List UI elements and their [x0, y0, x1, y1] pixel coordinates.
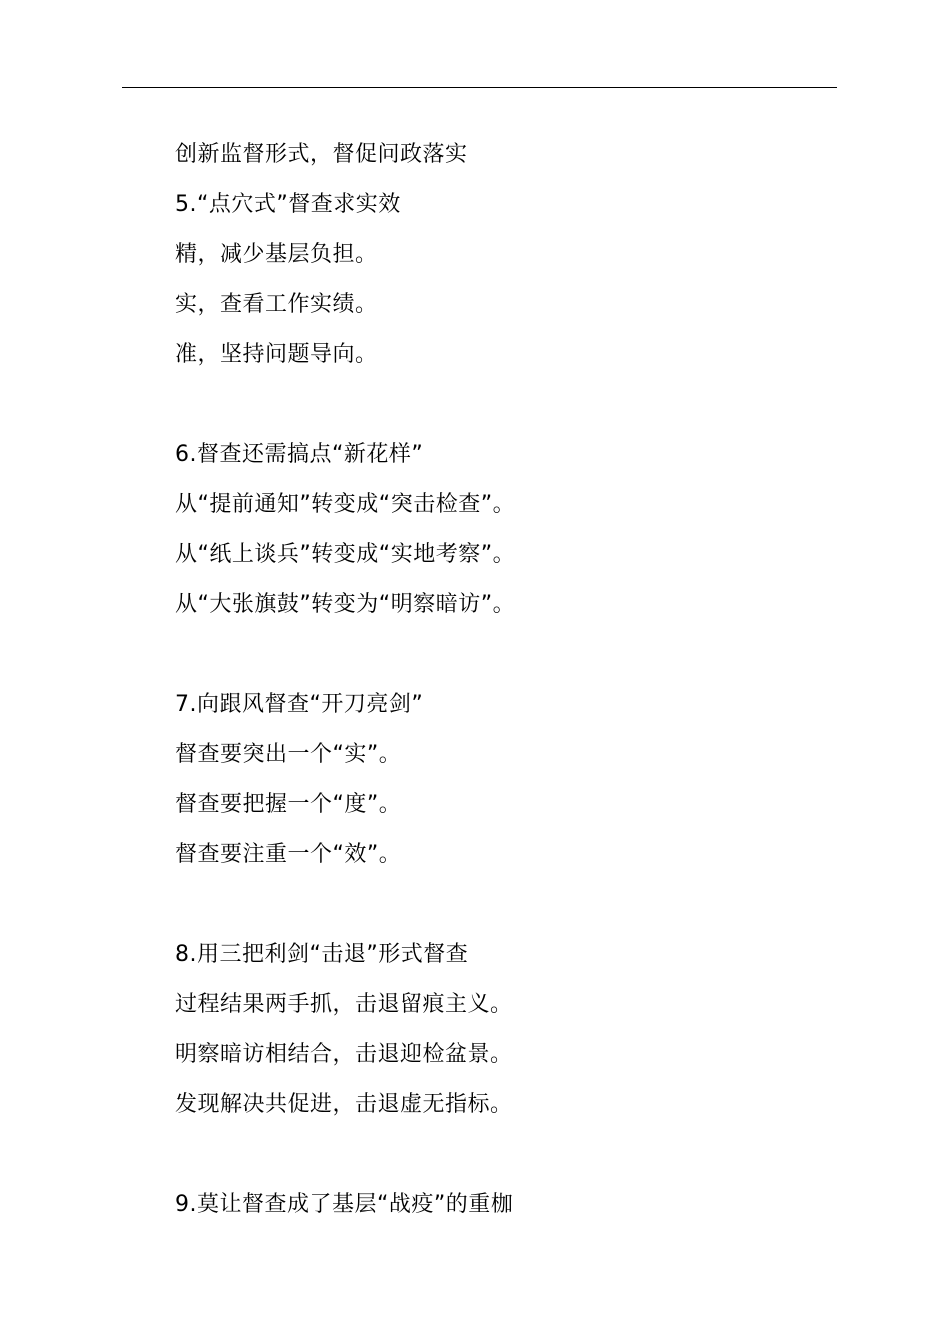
- section-heading-8: 8.用三把利剑“击退”形式督查: [175, 942, 469, 967]
- list-item: 过程结果两手抓，击退留痕主义。: [175, 992, 513, 1017]
- section-heading-6: 6.督查还需搞点“新花样”: [175, 442, 424, 467]
- list-item: 发现解决共促进，击退虚无指标。: [175, 1092, 513, 1117]
- paragraph-spacer: [175, 880, 835, 930]
- list-item: 明察暗访相结合，击退迎检盆景。: [175, 1042, 513, 1067]
- paragraph-spacer: [175, 1130, 835, 1180]
- section-heading-9: 9.莫让督查成了基层“战疫”的重枷: [175, 1192, 514, 1217]
- header-rule: [122, 87, 837, 88]
- list-item: 督查要突出一个“实”。: [175, 742, 402, 767]
- intro-heading: 创新监督形式，督促问政落实: [175, 142, 468, 167]
- list-item: 实，查看工作实绩。: [175, 292, 378, 317]
- paragraph-spacer: [175, 630, 835, 680]
- section-heading-5: 5.“点穴式”督查求实效: [175, 192, 401, 217]
- list-item: 督查要把握一个“度”。: [175, 792, 402, 817]
- list-item: 从“提前通知”转变成“突击检查”。: [175, 492, 516, 517]
- section-heading-7: 7.向跟风督查“开刀亮剑”: [175, 692, 424, 717]
- list-item: 督查要注重一个“效”。: [175, 842, 402, 867]
- list-item: 准，坚持问题导向。: [175, 342, 378, 367]
- paragraph-spacer: [175, 380, 835, 430]
- list-item: 精，减少基层负担。: [175, 242, 378, 267]
- document-body: [175, 130, 835, 1230]
- list-item: 从“纸上谈兵”转变成“实地考察”。: [175, 542, 516, 567]
- list-item: 从“大张旗鼓”转变为“明察暗访”。: [175, 592, 516, 617]
